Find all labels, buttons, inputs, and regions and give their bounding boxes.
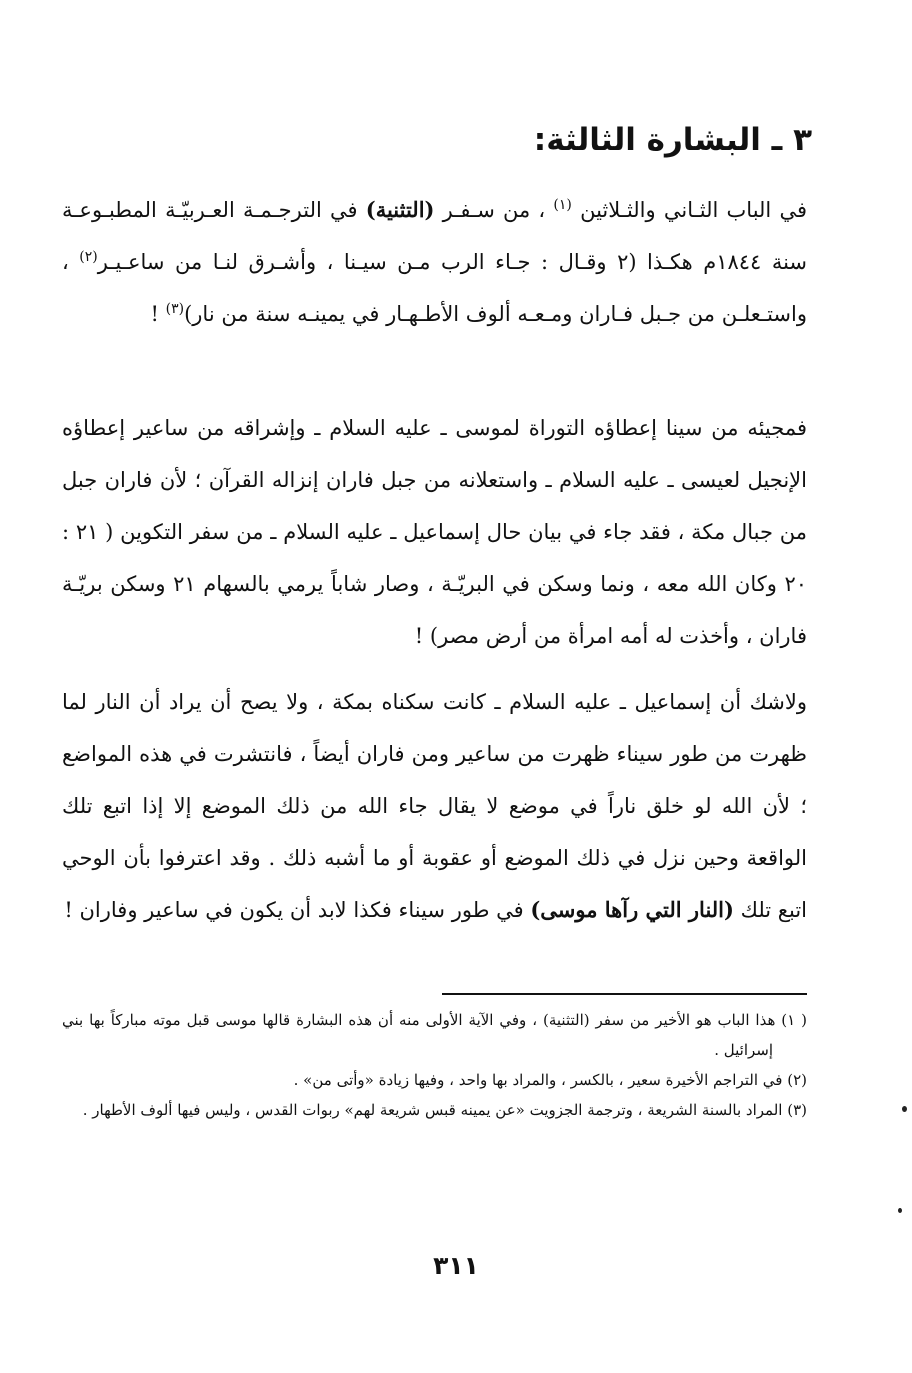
paragraph-1 xyxy=(62,184,807,340)
paragraph-1-text-c: في الترجـمـة العـربيّـة المطبـوعـة سنة ١٨٤٤م هكـذا (٢ وقـال : جـاء الرب مـن سيـنا ، وأشـرق لنـا من ساعـيـر xyxy=(62,198,808,274)
footnote-1: ( ١) هذا الباب هو الأخير من سفر (التثنية) ، وفي الآية الأولى منه أن هذه البشارة قالها موسى قبل موته مباركاً بها بني إسرائيل . xyxy=(62,1011,807,1059)
paragraph-1-text-e: ! xyxy=(150,302,166,326)
footnote-separator xyxy=(442,993,807,995)
page-number: ٣١١ xyxy=(433,1251,479,1280)
footnote-2: (٢) في التراجم الأخيرة سعير ، بالكسر ، والمراد بها واحد ، وفيها زيادة «وأتى من» . xyxy=(293,1071,807,1089)
book-name-bold: (التثنية) xyxy=(365,197,435,222)
paragraph-1-text-d: ، واستـعلـن من جـبل فـاران ومـعـه ألوف الأطـهـار في يمينـه سنة من نار) xyxy=(62,250,807,326)
footnote-ref-1: (١) xyxy=(553,197,572,213)
footnote-ref-3: (٣) xyxy=(165,301,185,317)
paragraph-3-text-b: في طور سيناء فكذا لابد أن يكون في ساعير وفاران ! xyxy=(64,898,531,922)
section-heading: ٣ ـ البشارة الثالثة: xyxy=(533,122,812,158)
footnote-3: (٣) المراد بالسنة الشريعة ، وترجمة الجزويت «عن يمينه قبس شريعة لهم» ربوات القدس ، وليس فيها ألوف الأطهار . xyxy=(82,1101,807,1119)
scan-speck xyxy=(902,1106,907,1112)
footnote-ref-2: (٢) xyxy=(79,249,98,265)
paragraph-3-bold-phrase: (النار التي رآها موسى) xyxy=(530,897,734,922)
paragraph-3 xyxy=(62,676,807,936)
paragraph-3-text-a: ولاشك أن إسماعيل ـ عليه السلام ـ كانت سكناه بمكة ، ولا يصح أن يراد أن النار لما ظهرت من طور سيناء ظهرت من ساعير ومن فاران أيضاً ، فانتشرت في هذه المواضع ؛ لأن الله لو خلق ناراً في موضع لا يقال جاء الله من ذلك الموضع إلا إذا اتبع تلك الواقعة وحين نزل في ذلك الموضع أو عقوبة أو ما أشبه ذلك . وقد اعترفوا بأن الوحي اتبع تلك xyxy=(62,690,807,922)
scan-speck xyxy=(898,1208,902,1213)
paragraph-1-text-a: في الباب الثـاني والثـلاثين xyxy=(571,198,808,222)
paragraph-2: فمجيئه من سينا إعطاؤه التوراة لموسى ـ عليه السلام ـ وإشراقه من ساعير إعطاؤه الإنجيل لعيسى ـ عليه السلام ـ واستعلانه من جبل فاران إنزاله القرآن ؛ لأن فاران جبل من جبال مكة ، فقد جاء في بيان حال إسماعيل ـ عليه السلام ـ من سفر التكوين ( ٢١ : ٢٠ وكان الله معه ، ونما وسكن في البريّـة ، وصار شاباً يرمي بالسهام ٢١ وسكن بريّـة فاران ، وأخذت له أمه امرأة من أرض مصر) ! xyxy=(62,416,808,648)
footnotes-list xyxy=(62,1005,807,1125)
paragraph-1-text-b: ، من سـفـر xyxy=(434,198,554,222)
